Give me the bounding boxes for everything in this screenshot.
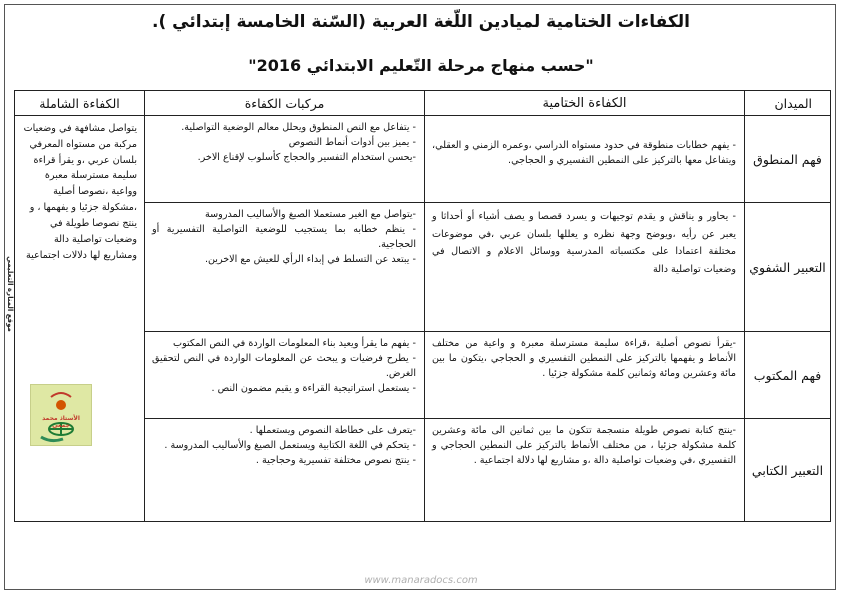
- final-competency-cell: [425, 419, 745, 522]
- components-cell: [145, 116, 425, 203]
- logo-label: الأستاذ محمد جمعي: [42, 415, 80, 429]
- teacher-logo: [30, 384, 92, 446]
- components-cell: [145, 419, 425, 522]
- component-item: - ينظم خطابه بما يستجيب للوضعية التواصلية التفسيرية أو الحجاجية.: [152, 223, 416, 250]
- components-list: [146, 420, 423, 471]
- final-competency-text: -يقرأ نصوص أصلية ،قراءة سليمة مسترسلة معبرة و واعية من مختلف الأنماط و يفهمها بالتركيز على النمطين التفسيري و الحجاجي ،يتكون ما بين مائة وعشرين ومائة وثمانين كلمة مشكولة جزئيا .: [432, 338, 736, 379]
- document-subtitle: "حسب منهاج مرحلة التّعليم الابتدائي 2016": [248, 56, 594, 75]
- comprehensive-competency-text: يتواصل مشافهة في وضعيات مركبة من مستواه المعرفي بلسان عربي ،و يقرأ قراءة سليمة مسترسلة معبرة وواعية ،نصوصا أصلية ،مشكولة جزئيا و يفهمها ، و ينتج نصوصا طويلة في وضعيات تواصلية دالة ومشاريع لها دلالات اجتماعية: [23, 123, 137, 261]
- final-competency-text: - يحاور و يناقش و يقدم توجيهات و يسرد قصصا و يصف أشياء أو أحداثا و يعبر عن رأيه ،ويوضح وجهة نظره و يعللها بلسان عربي ،في موضوعات مختلفة اعتمادا على مكتسباته المدرسية ووسائل الاعلام و الاتصال في وضعيات تواصلية دالة: [432, 211, 736, 276]
- component-item: - يتحكم في اللغة الكتابية ويستعمل الصيغ والأساليب المدروسة .: [164, 439, 416, 451]
- component-item: -يحسن استخدام التفسير والحجاج كأسلوب لإقناع الاخر.: [197, 151, 416, 163]
- header-domain: الميدان: [745, 91, 831, 116]
- document-title: الكفاءات الختامية لميادين اللّغة العربية (السّنة الخامسة إبتدائي ).: [152, 12, 690, 32]
- component-item: - يستعمل استراتيجية القراءة و يقيم مضمون النص .: [211, 382, 416, 394]
- components-list: [146, 204, 423, 269]
- component-item: - يميز بين أدوات أنماط النصوص: [288, 136, 416, 148]
- components-cell: [145, 203, 425, 332]
- final-competency-text: -ينتج كتابة نصوص طويلة منسجمة تتكون ما بين ثمانين الى مائة وعشرين كلمة مشكولة جزئيا ، من مختلف الأنماط بالتركيز على النمطين الحجاجي و التفسيري ،في وضعيات تواصلية دالة ،و مشاريع لها دلالة اجتماعية .: [432, 425, 736, 466]
- header-comprehensive-competency: الكفاءة الشاملة: [15, 91, 145, 116]
- component-item: - ينتج نصوص مختلفة تفسيرية وحجاجية .: [255, 454, 416, 466]
- domain-cell: التعبير الكتابي: [745, 419, 831, 522]
- component-item: -يتواصل مع الغير مستعملا الصيغ والأساليب المدروسة: [205, 209, 416, 220]
- component-item: - يفهم ما يقرأ ويعيد بناء المعلومات الواردة في النص المكتوب: [173, 338, 416, 349]
- component-item: -يتعرف على خطاطة النصوص ويستعملها .: [249, 425, 416, 436]
- components-list: [146, 117, 423, 168]
- footer-url: www.manaradocs.com: [364, 575, 478, 586]
- component-item: - يبتعد عن التسلط في إبداء الرأي للعيش مع الاخرين.: [204, 253, 416, 265]
- components-list: [146, 333, 423, 398]
- side-watermark-label: موقع المنارة التعليمي: [6, 256, 14, 332]
- final-competency-cell: [425, 332, 745, 419]
- header-final-competency: الكفاءة الختامية: [425, 91, 745, 116]
- comprehensive-competency-cell: [15, 116, 145, 522]
- domain-cell: فهم المنطوق: [745, 116, 831, 203]
- domain-cell: فهم المكتوب: [745, 332, 831, 419]
- domain-cell: التعبير الشفوي: [745, 203, 831, 332]
- components-cell: [145, 332, 425, 419]
- header-competency-components: مركبات الكفاءة: [145, 91, 425, 116]
- table-row: [15, 116, 831, 203]
- table-header-row: [15, 91, 831, 116]
- final-competency-text: - يفهم خطابات منطوقة في حدود مستواه الدراسي ،وعمره الزمني و العقلي، ويتفاعل معها بالتركيز على النمطين التفسيري و الحجاجي.: [432, 140, 736, 166]
- component-item: - يتفاعل مع النص المنطوق ويحلل معالم الوضعية التواصلية.: [181, 122, 416, 133]
- final-competency-cell: [425, 116, 745, 203]
- competencies-table: [14, 90, 831, 522]
- final-competency-cell: [425, 203, 745, 332]
- component-item: - يطرح فرضيات و يبحث عن المعلومات الواردة في النص لتحقيق الغرض.: [152, 352, 416, 379]
